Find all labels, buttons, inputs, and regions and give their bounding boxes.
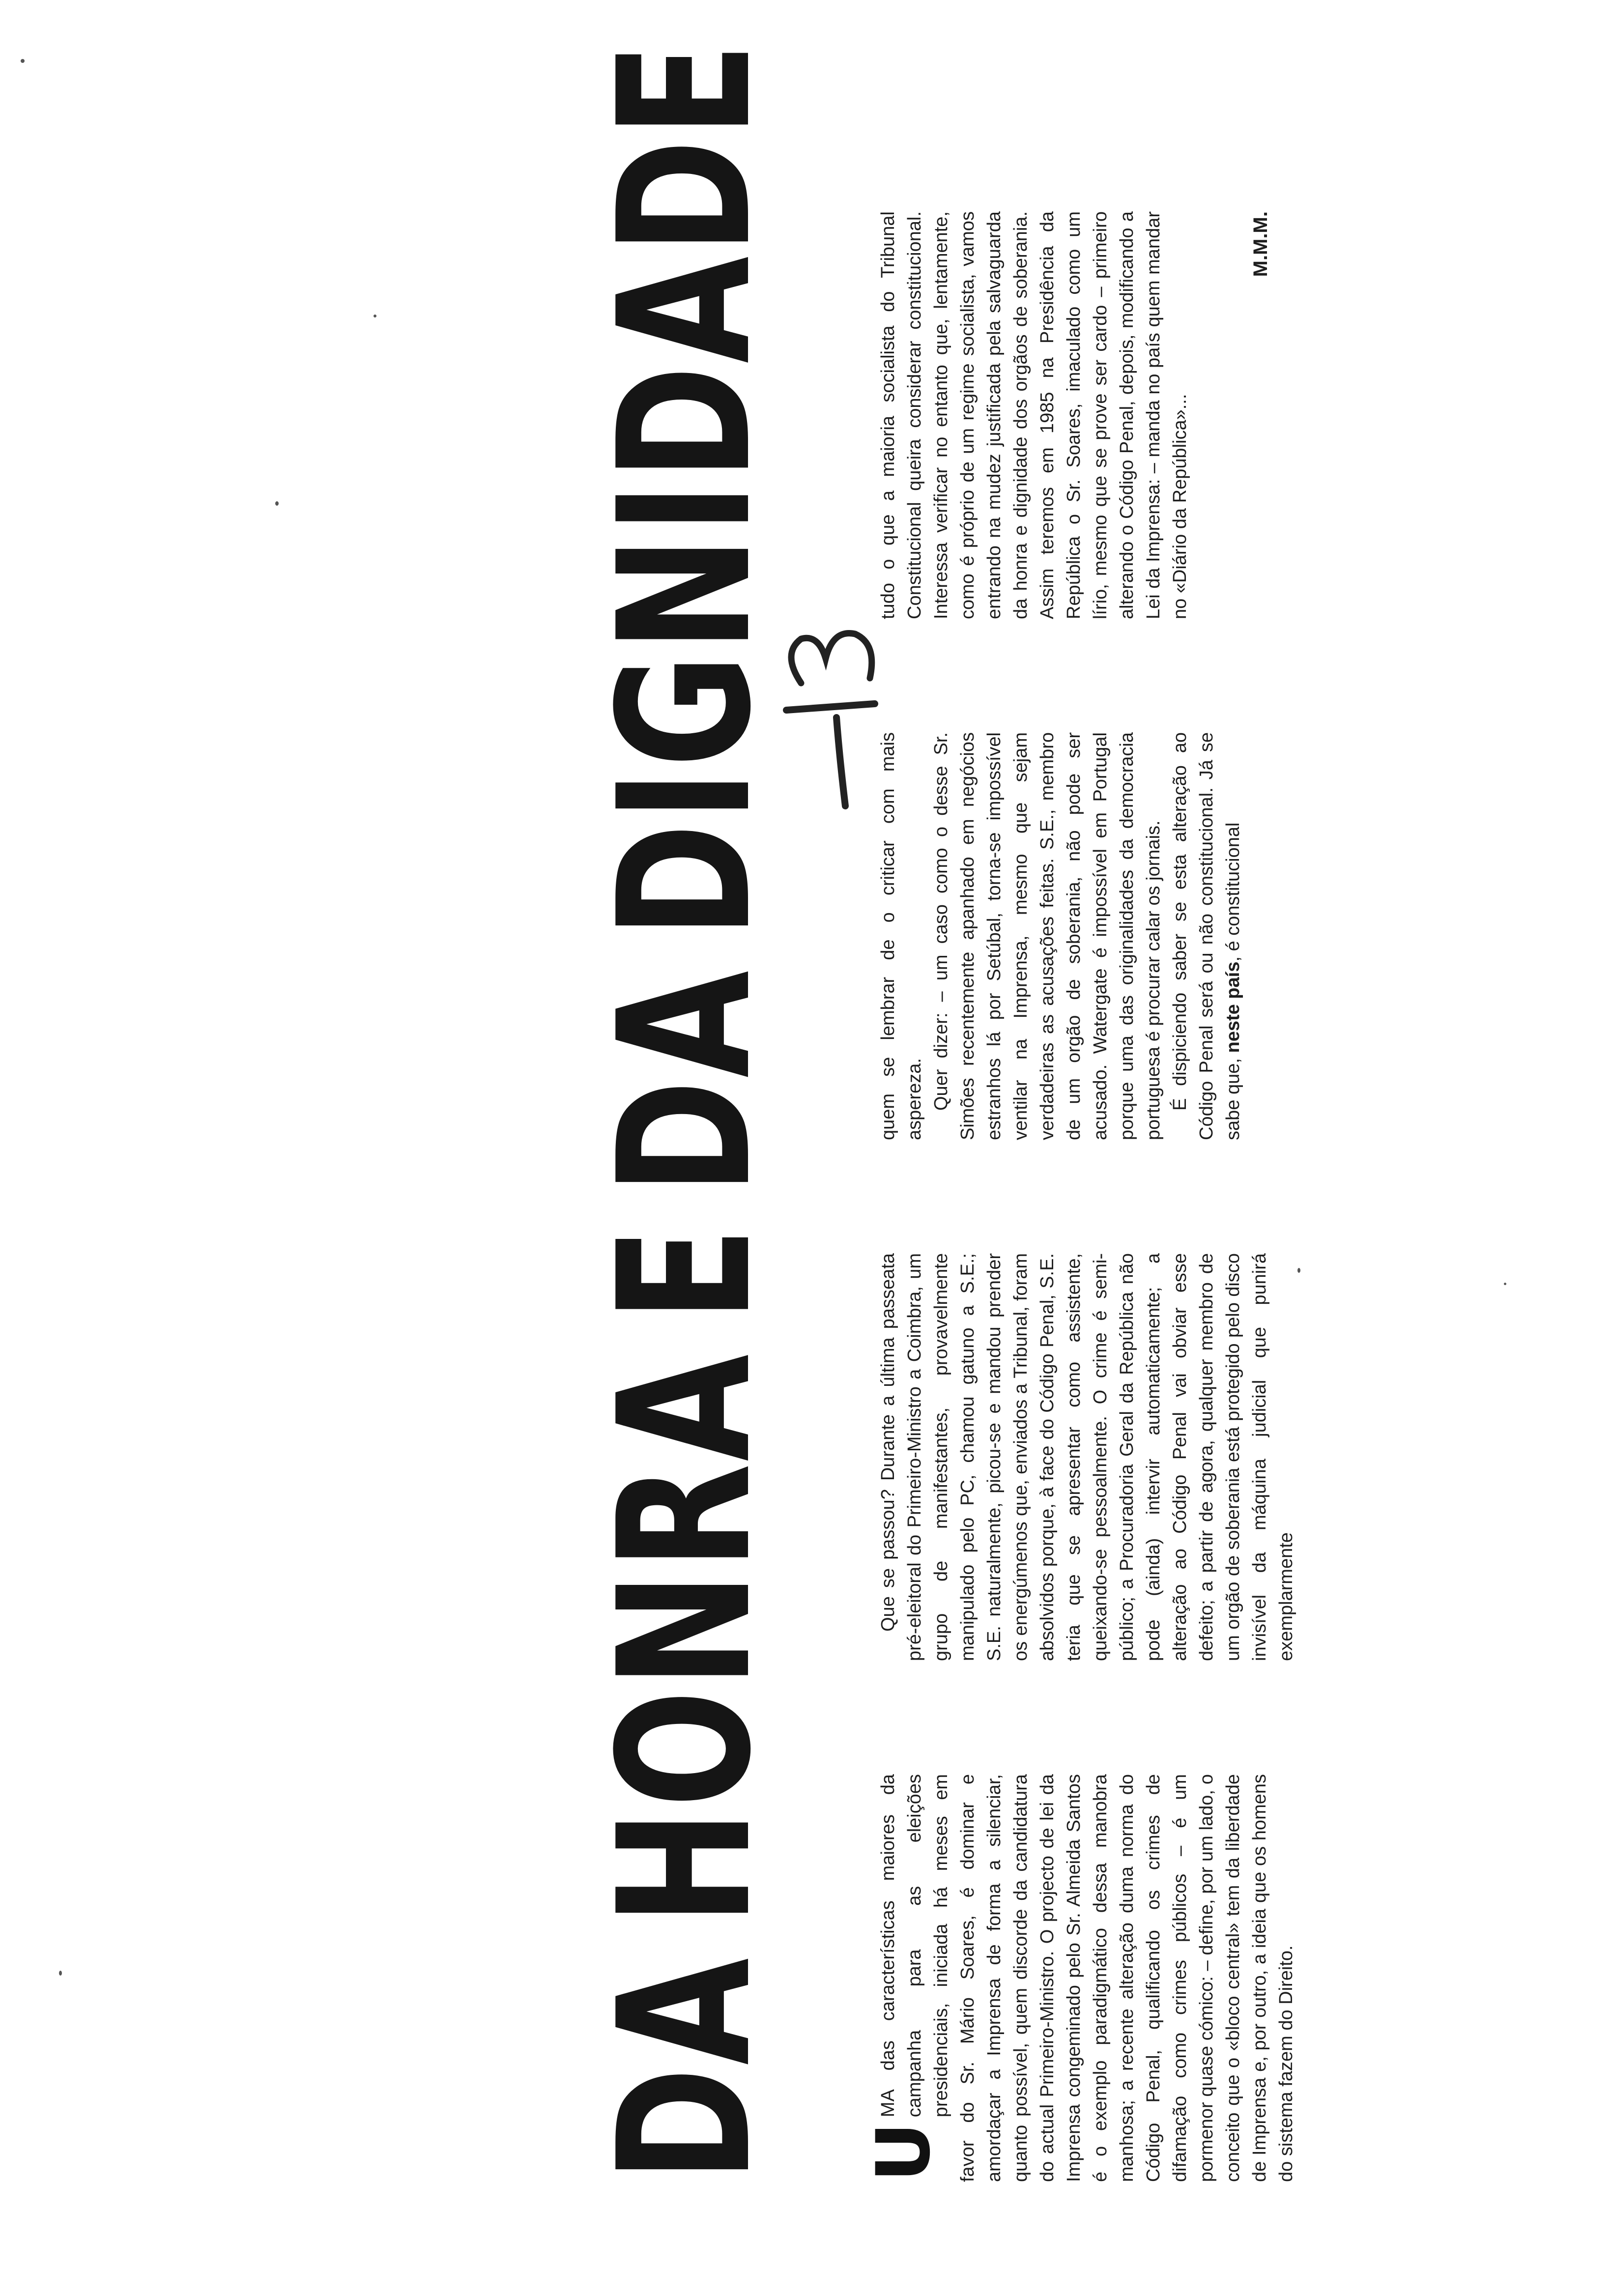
scan-speck: [1504, 1283, 1506, 1285]
drop-cap: U: [861, 2122, 947, 2182]
paragraph: [861, 1774, 1299, 2182]
paragraph-text: É dispiciendo saber se esta alteração ao Código Penal será ou não constitucional. Já se sabe que,: [1170, 732, 1243, 1140]
paragraph: Quer dizer: – um caso como o desse Sr. Simões recentemente apanhado em negócios estranhos lá por Setúbal, torna-se impossível ventilar na Imprensa, mesmo que sejam verdadeiras as acusações feitas. S.E., membro de um orgão de soberania, não pode ser acusado. Watergate é impossível em Portugal porque uma das originalidades da democracia portuguesa é procurar calar os jornais.: [931, 732, 1164, 1140]
author-signature: M.M.M.: [1250, 211, 1271, 277]
handwritten-note: [772, 619, 890, 816]
headline-word: DIGNIDADE: [580, 40, 791, 938]
emphasis-text: neste país: [1223, 961, 1243, 1053]
headline-word: E: [580, 1225, 791, 1322]
paragraph: [1167, 732, 1246, 1140]
column-2: [875, 1253, 1317, 1661]
paragraph: quem se lembrar de o criticar com mais aspereza.: [878, 732, 925, 1140]
headline-word: HONRA: [580, 1352, 791, 1925]
paragraph-text: , é constitucional: [1223, 822, 1243, 962]
column-1: [861, 1774, 1317, 2182]
scan-speck: [1297, 1268, 1300, 1273]
scan-speck: [374, 315, 376, 317]
scan-speck: [59, 1971, 62, 1976]
scan-speck: [21, 59, 25, 63]
column-3: [875, 732, 1317, 1140]
paragraph: Que se passou? Durante a última passeata pré-eleitoral do Primeiro-Ministro a Coimbra, um grupo de manifestantes, provavelmente manipulado pelo PC, chamou gatuno a S.E.; S.E. naturalmente, picou-se e mandou prender os energúmenos que, enviados a Tribunal, foram absolvidos porque, à face do Código Penal, S.E. teria que se apresentar como assistente, queixando-se pessoalmente. O crime é semi-público; a Procuradoria Geral da República não pode (ainda) intervir automaticamente; a alteração ao Código Penal vai obviar esse defeito; a partir de agora, qualquer membro de um orgão de soberania está protegido pelo disco invisível da máquina judicial que punirá exemplarmente: [878, 1253, 1296, 1661]
newspaper-article: [580, 40, 1332, 2182]
headline-word: DA: [580, 968, 791, 1195]
paragraph-text: MA das características maiores da campanha para as eleições presidenciais, iniciada há meses em favor do Sr. Mário Soares, é dominar e amordaçar a Imprensa de forma a silenciar, quanto possível, quem discorde da candidatura do actual Primeiro-Ministro. O projecto de lei da Imprensa congeminado pelo Sr. Almeida Santos é o exemplo paradigmático dessa manobra manhosa; a recente alteração duma norma do Código Penal, qualificando os crimes de difamação como crimes públicos – é um pormenor quase cómico: – define, por um lado, o conceito que o «bloco central» tem da liberdade de Imprensa e, por outro, a ideia que os homens do sistema fazem do Direito.: [878, 1774, 1296, 2182]
scan-speck: [275, 501, 279, 506]
headline: [580, 40, 791, 2182]
headline-word: DA: [580, 1955, 791, 2182]
article-body: [861, 128, 1317, 2182]
column-4: [875, 211, 1317, 619]
paragraph: tudo o que a maioria socialista do Tribunal Constitucional queira considerar constitucional. Interessa verificar no entanto que, lentamente, como é próprio de um regime socialista, vamos entrando na mudez justificada pela salvaguarda da honra e dignidade dos orgãos de soberania. Assim teremos em 1985 na Presidência da República o Sr. Soares, imaculado como um lírio, mesmo que se prove ser cardo – primeiro alterando o Código Penal, depois, modificando a Lei da Imprensa: – manda no país quem mandar no «Diário da República»...: [878, 211, 1190, 619]
